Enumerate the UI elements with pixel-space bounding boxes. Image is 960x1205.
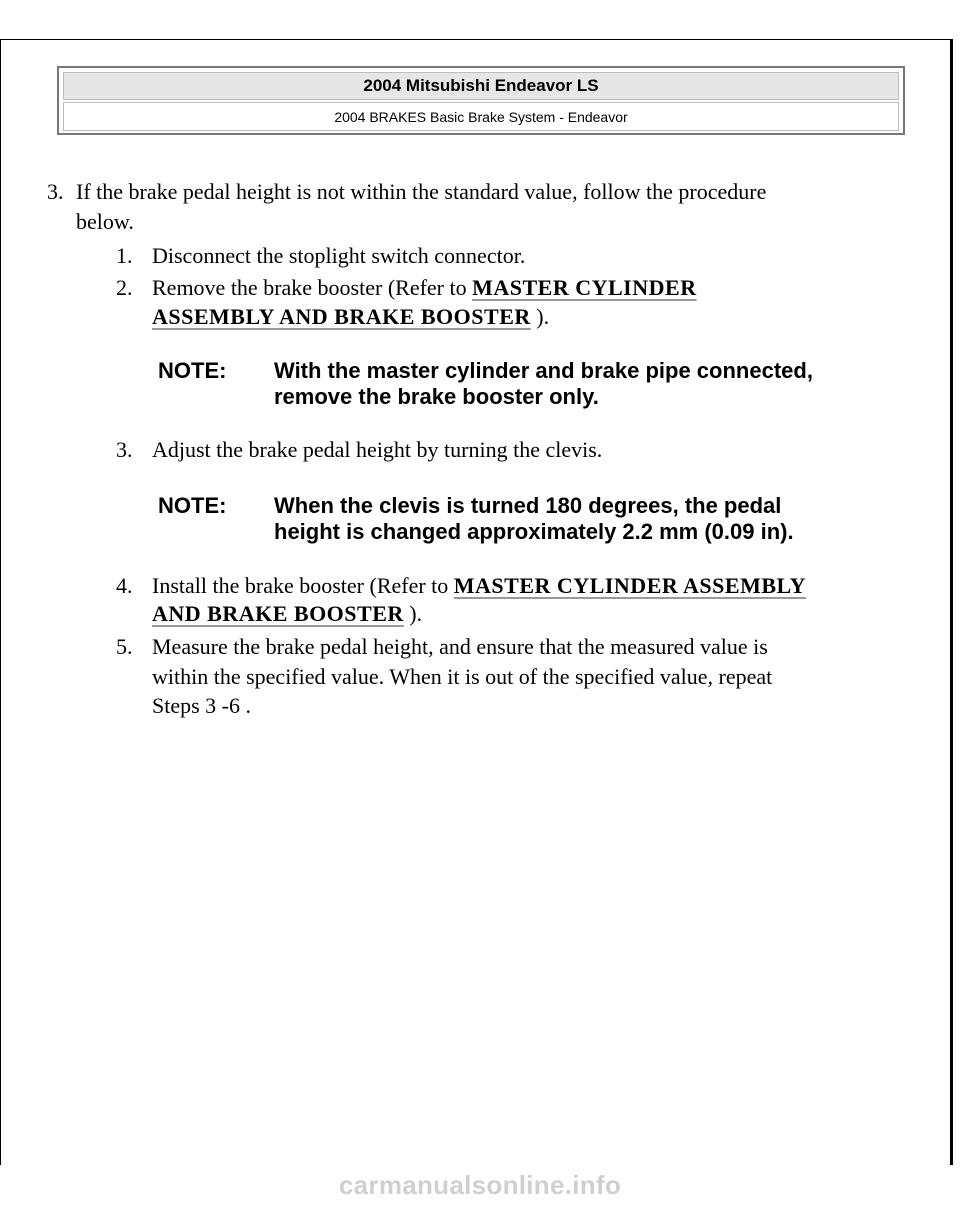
document-header	[57, 66, 905, 135]
page-frame-top	[0, 39, 952, 40]
substep-text: Steps 3 -6 .	[152, 693, 251, 718]
master-cylinder-link[interactable]: AND BRAKE BOOSTER	[152, 601, 404, 626]
substep-text: Disconnect the stoplight switch connector.	[152, 243, 526, 268]
note-text: When the clevis is turned 180 degrees, the pedal	[274, 493, 782, 518]
master-cylinder-link[interactable]: MASTER CYLINDER ASSEMBLY	[453, 573, 807, 598]
page-frame-right	[950, 39, 953, 1165]
page-frame-left	[0, 39, 1, 1165]
substep-prefix: Install the brake booster (Refer to	[152, 573, 454, 598]
master-cylinder-link[interactable]: MASTER CYLINDER	[472, 275, 697, 300]
header-title: 2004 Mitsubishi Endeavor LS	[63, 72, 899, 100]
master-cylinder-link[interactable]: ASSEMBLY AND BRAKE BOOSTER	[152, 304, 531, 329]
substep-text: Adjust the brake pedal height by turning the clevis.	[152, 437, 603, 462]
note-text: With the master cylinder and brake pipe connected,	[274, 358, 813, 383]
substep-number: 4.	[116, 573, 133, 598]
substep-text	[152, 601, 422, 627]
substep-text	[152, 275, 697, 301]
substep-number: 5.	[116, 634, 133, 659]
note-text: height is changed approximately 2.2 mm (0.09 in).	[274, 519, 794, 544]
watermark: carmanualsonline.info	[338, 1169, 622, 1200]
step-number: 3.	[47, 179, 64, 204]
substep-suffix: ).	[403, 601, 423, 626]
substep-prefix: Remove the brake booster (Refer to	[152, 275, 473, 300]
substep-number: 1.	[116, 243, 133, 268]
substep-text: within the specified value. When it is out of the specified value, repeat	[152, 664, 773, 689]
note-label: NOTE:	[158, 493, 227, 518]
substep-number: 2.	[116, 275, 133, 300]
note-label: NOTE:	[158, 358, 227, 383]
substep-text	[152, 304, 549, 330]
substep-number: 3.	[116, 437, 133, 462]
step-text: If the brake pedal height is not within the standard value, follow the procedure	[76, 179, 767, 204]
note-text: remove the brake booster only.	[274, 384, 599, 409]
substep-suffix: ).	[530, 304, 550, 329]
header-subtitle: 2004 BRAKES Basic Brake System - Endeavor	[63, 102, 899, 131]
substep-text: Measure the brake pedal height, and ensure that the measured value is	[152, 634, 768, 659]
step-text: below.	[76, 209, 134, 234]
substep-text	[152, 573, 806, 599]
